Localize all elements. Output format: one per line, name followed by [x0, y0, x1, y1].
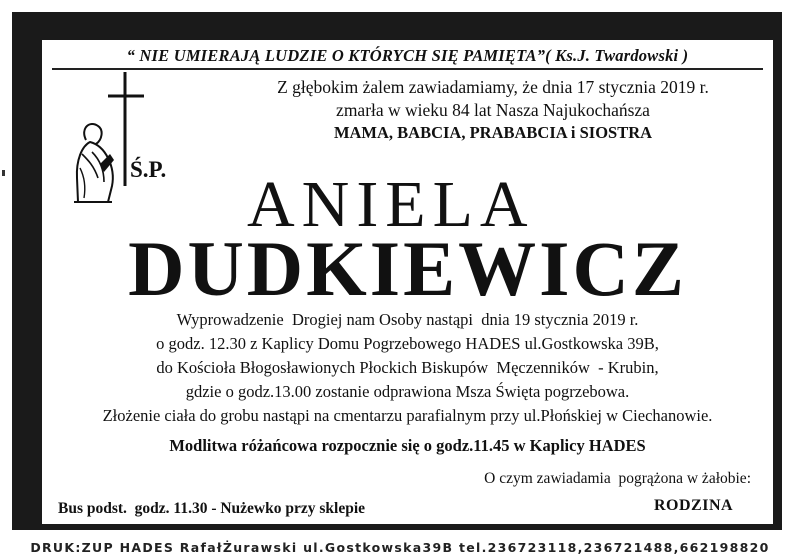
rosary-notice: Modlitwa różańcowa rozpocznie się o godz.11.45 w Kaplicy HADES [169, 436, 646, 455]
deceased-last-name: DUDKIEWICZ [128, 225, 687, 312]
obituary-panel [42, 40, 773, 524]
funeral-details [42, 308, 773, 428]
cross-with-praying-figure-icon [68, 68, 152, 218]
scan-edge-mark [2, 170, 5, 176]
funeral-line: Złożenie ciała do grobu nastąpi na cmentarzu parafialnym przy ul.Płońskiej w Ciechanowie. [102, 406, 713, 425]
relation-line: MAMA, BABCIA, PRABABCIA i SIOSTRA [333, 123, 653, 142]
bus-info: Bus podst. godz. 11.30 - Nużewko przy sklepie [58, 500, 366, 517]
obituary-border [12, 12, 782, 530]
deceased-first-name: ANIELA [247, 168, 535, 241]
funeral-line: gdzie o godz.13.00 zostanie odprawiona Msza Święta pogrzebowa. [185, 382, 630, 401]
announcement-line-1: Z głębokim żalem zawiadamiamy, że dnia 17 stycznia 2019 r. [277, 77, 709, 97]
sp-label: Ś.P. [130, 157, 167, 182]
funeral-line: Wyprowadzenie Drogiej nam Osoby nastąpi dnia 19 stycznia 2019 r. [176, 310, 639, 329]
quote-divider [52, 68, 763, 70]
funeral-line: o godz. 12.30 z Kaplicy Domu Pogrzebowego HADES ul.Gostkowska 39B, [156, 334, 659, 353]
notify-line: O czym zawiadamia pogrążona w żałobie: [484, 470, 751, 487]
printer-footer: DRUK:ZUP HADES RafałŻurawski ul.Gostkowska39B tel.236723118,236721488,662198820 [30, 540, 770, 555]
funeral-line: do Kościoła Błogosławionych Płockich Biskupów Męczenników - Krubin, [156, 358, 659, 377]
signature-family: RODZINA [654, 497, 734, 514]
announcement-line-2: zmarła w wieku 84 lat Nasza Najukochańsza [336, 100, 650, 120]
memorial-quote: “ NIE UMIERAJĄ LUDZIE O KTÓRYCH SIĘ PAMIĘTA”( Ks.J. Twardowski ) [126, 46, 689, 65]
